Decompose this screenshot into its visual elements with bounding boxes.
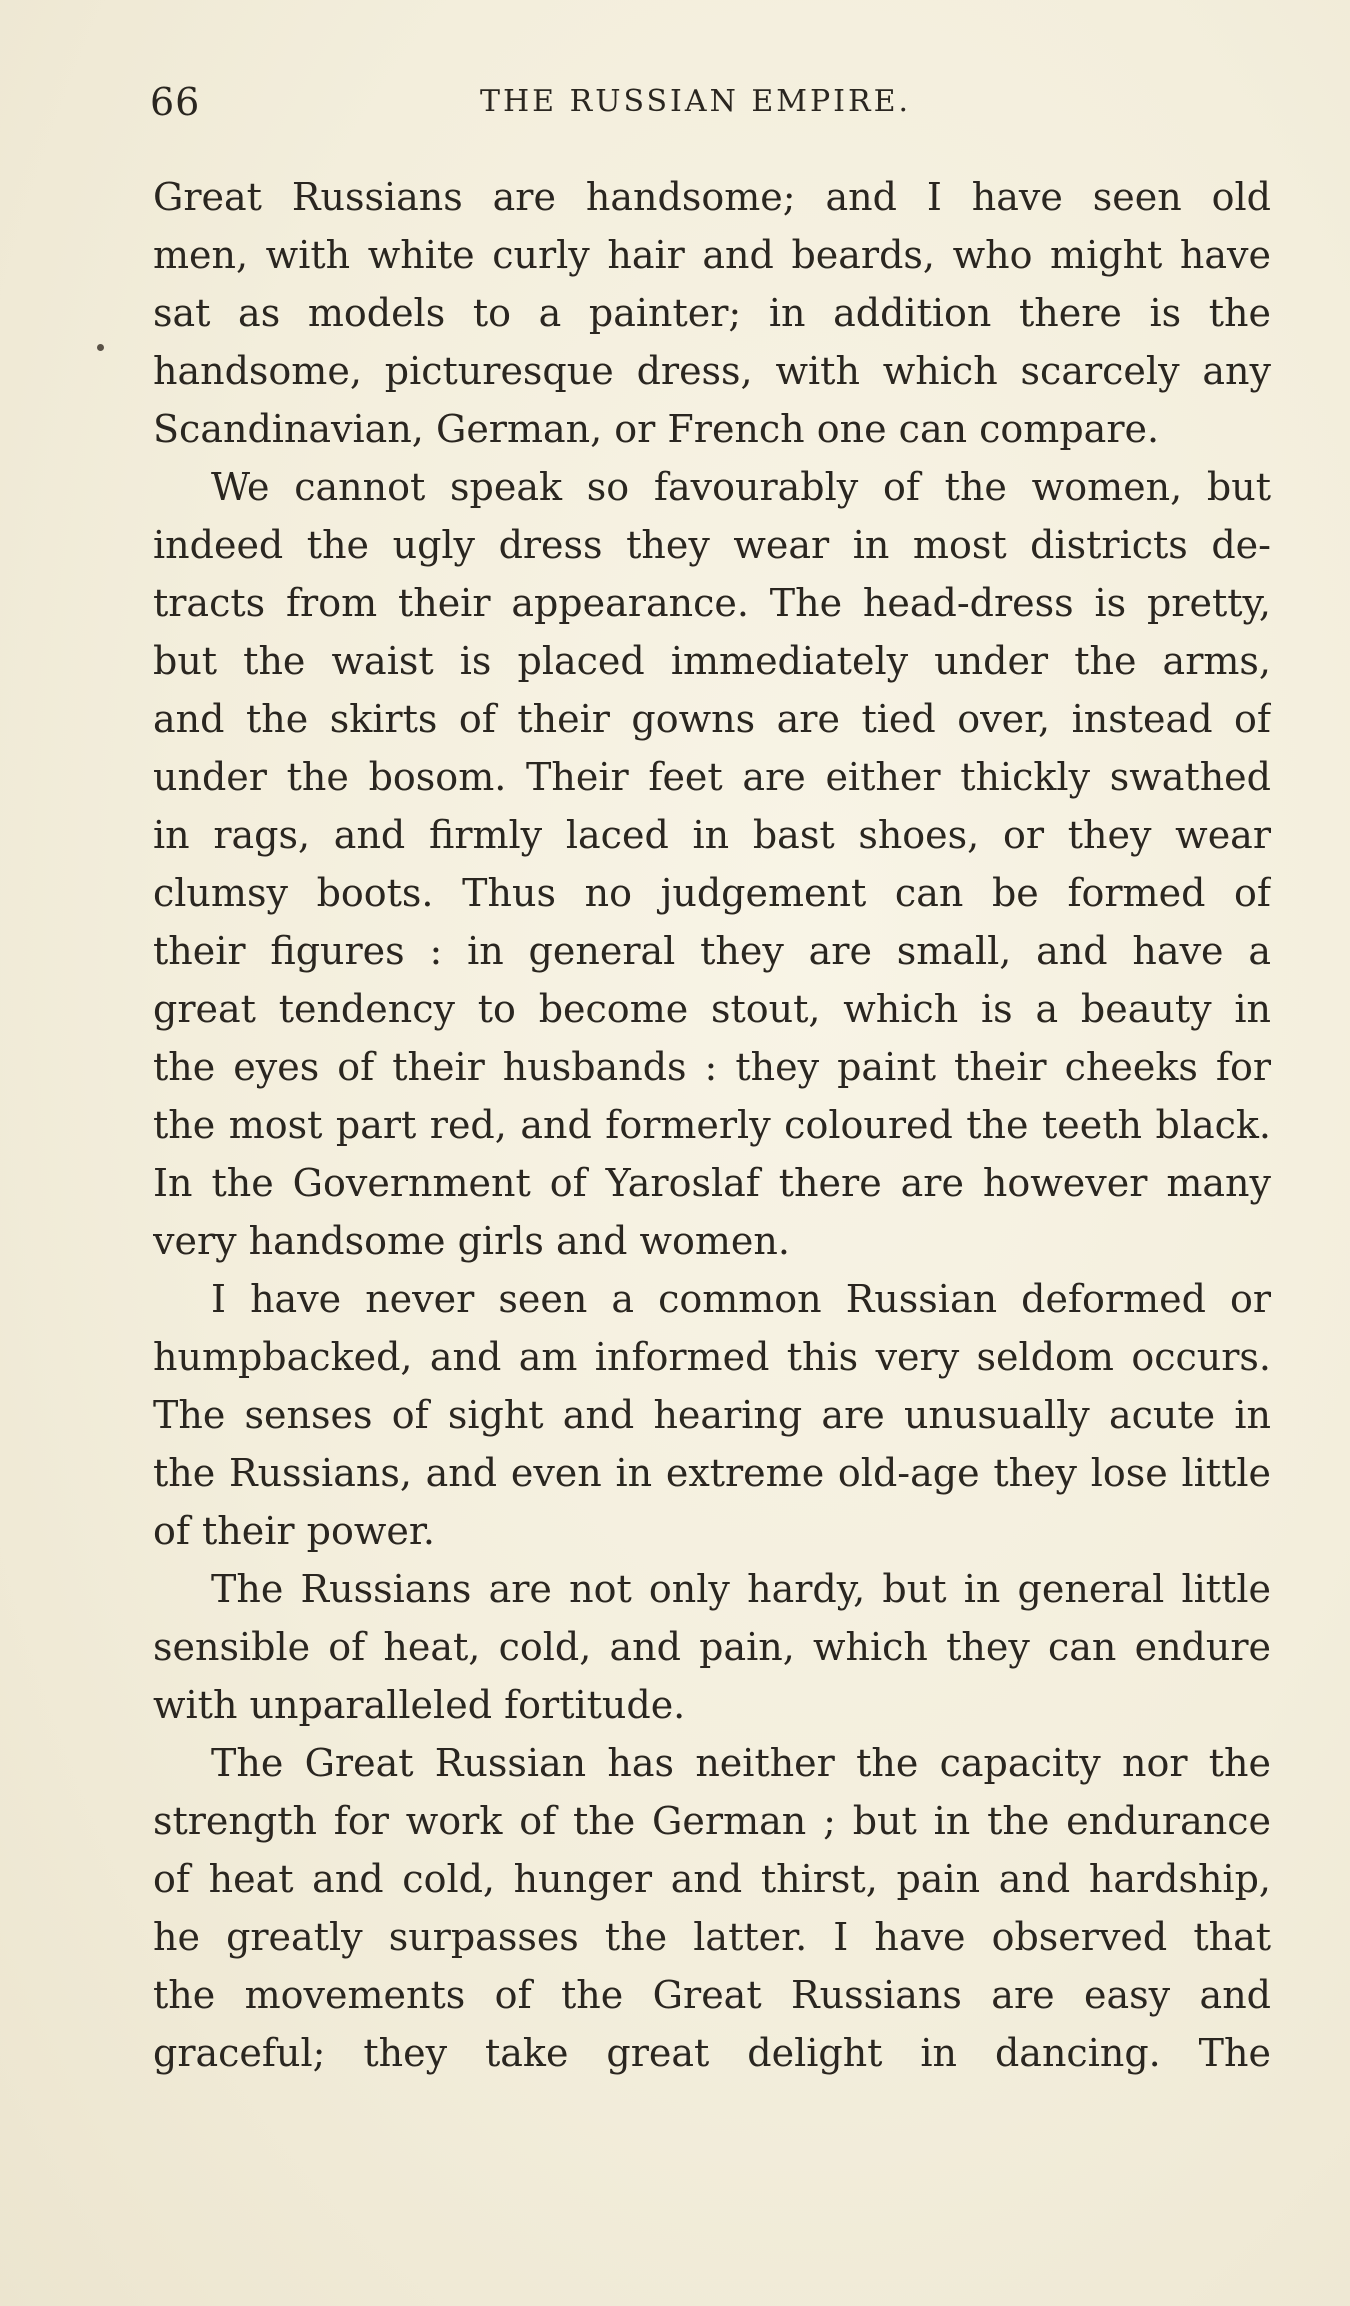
text-line: great tendency to become stout, which is a beauty in — [153, 987, 1271, 1031]
text-line: sat as models to a painter; in addition there is the — [153, 291, 1271, 335]
text-line: he greatly surpasses the latter. I have observed that — [153, 1915, 1271, 1959]
paragraph — [153, 1560, 1271, 1734]
paragraph — [153, 168, 1271, 458]
text-line: Great Russians are handsome; and I have seen old — [153, 175, 1271, 219]
text-line: handsome, picturesque dress, with which scarcely any — [153, 349, 1271, 393]
text-line: The Russians are not only hardy, but in general little — [211, 1567, 1271, 1611]
text-line: humpbacked, and am informed this very seldom occurs. — [153, 1335, 1271, 1379]
margin-mark — [97, 344, 104, 351]
text-line: of heat and cold, hunger and thirst, pain and hardship, — [153, 1857, 1271, 1901]
text-line: Scandinavian, German, or French one can compare. — [153, 407, 1160, 451]
text-line: with unparalleled fortitude. — [153, 1683, 686, 1727]
text-line: of their power. — [153, 1509, 435, 1553]
text-line: In the Government of Yaroslaf there are however many — [153, 1161, 1271, 1205]
text-line: but the waist is placed immediately under the arms, — [153, 639, 1271, 683]
text-line: We cannot speak so favourably of the women, but — [211, 465, 1271, 509]
text-line: The senses of sight and hearing are unusually acute in — [153, 1393, 1271, 1437]
page-header — [150, 72, 1275, 132]
text-line: graceful; they take great delight in dancing. The — [153, 2031, 1271, 2075]
text-line: strength for work of the German ; but in the endurance — [153, 1799, 1271, 1843]
text-line: tracts from their appearance. The head-dress is pretty, — [153, 581, 1271, 625]
text-line: the eyes of their husbands : they paint their cheeks for — [153, 1045, 1271, 1089]
text-line: the movements of the Great Russians are easy and — [153, 1973, 1271, 2017]
text-line: the most part red, and formerly coloured the teeth black. — [153, 1103, 1271, 1147]
text-line: indeed the ugly dress they wear in most districts de- — [153, 523, 1271, 567]
text-line: their figures : in general they are small, and have a — [153, 929, 1271, 973]
running-head: THE RUSSIAN EMPIRE. — [480, 84, 912, 119]
text-line: men, with white curly hair and beards, who might have — [153, 233, 1271, 277]
text-line: under the bosom. Their feet are either thickly swathed — [153, 755, 1271, 799]
text-line: the Russians, and even in extreme old-age they lose little — [153, 1451, 1271, 1495]
text-line: in rags, and firmly laced in bast shoes, or they wear — [153, 813, 1271, 857]
body-text — [153, 168, 1271, 2082]
paragraph — [153, 1270, 1271, 1560]
text-line: I have never seen a common Russian deformed or — [211, 1277, 1271, 1321]
text-line: clumsy boots. Thus no judgement can be formed of — [153, 871, 1271, 915]
text-line: sensible of heat, cold, and pain, which they can endure — [153, 1625, 1271, 1669]
text-line: and the skirts of their gowns are tied over, instead of — [153, 697, 1271, 741]
paragraph — [153, 458, 1271, 1270]
text-line: The Great Russian has neither the capacity nor the — [211, 1741, 1271, 1785]
page-number: 66 — [150, 80, 201, 124]
paragraph — [153, 1734, 1271, 2082]
text-line: very handsome girls and women. — [153, 1219, 790, 1263]
